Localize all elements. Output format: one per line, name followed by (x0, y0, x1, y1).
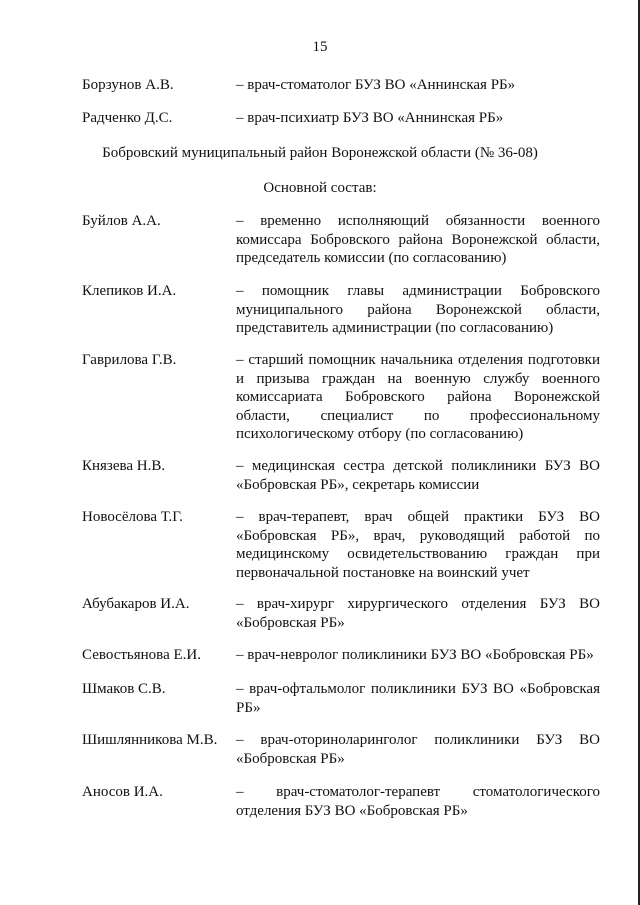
person-name: Клепиков И.А. (82, 283, 177, 299)
person-role: – врач-хирург хирургического отделения БУЗ ВО «Бобровская РБ» (236, 596, 600, 631)
person-role: – временно исполняющий обязанности военного комиссара Бобровского района Воронежской области, председатель комиссии (по согласованию) (236, 213, 600, 267)
person-name: Буйлов А.А. (82, 213, 161, 229)
person-name: Севостьянова Е.И. (82, 647, 201, 663)
person-role: – врач-оториноларинголог поликлиники БУЗ ВО «Бобровская РБ» (236, 732, 600, 767)
page-number: 15 (312, 39, 328, 55)
person-name: Шишлянникова М.В. (82, 732, 218, 748)
person-name: Абубакаров И.А. (82, 596, 190, 612)
person-name: Шмаков С.В. (82, 681, 166, 697)
person-role: – врач-офтальмолог поликлиники БУЗ ВО «Бобровская РБ» (236, 681, 600, 716)
subsection-title: Основной состав: (263, 180, 377, 196)
person-role: – медицинская сестра детской поликлиники БУЗ ВО «Бобровская РБ», секретарь комиссии (236, 458, 600, 493)
person-role: – врач-стоматолог-терапевт стоматологического отделения БУЗ ВО «Бобровская РБ» (236, 784, 600, 819)
person-name: Князева Н.В. (82, 458, 166, 474)
person-name: Борзунов А.В. (82, 77, 174, 93)
person-role: – старший помощник начальника отделения подготовки и призыва граждан на военную службу военного комиссариата Бобровского района Воронежской области, специалист по профессиональному психологическому отбору (по согласованию) (236, 352, 600, 443)
person-role: – врач-стоматолог БУЗ ВО «Аннинская РБ» (236, 77, 516, 93)
person-role: – врач-терапевт, врач общей практики БУЗ ВО «Бобровская РБ», врач, руководящий работой по медицинскому освидетельствованию граждан при первоначальной постановке на воинский учет (236, 509, 600, 581)
person-role: – врач-невролог поликлиники БУЗ ВО «Бобровская РБ» (236, 647, 594, 663)
person-name: Радченко Д.С. (82, 110, 173, 126)
person-role: – врач-психиатр БУЗ ВО «Аннинская РБ» (236, 110, 504, 126)
person-role: – помощник главы администрации Бобровского муниципального района Воронежской области, представитель администрации (по согласованию) (236, 283, 600, 337)
person-name: Аносов И.А. (82, 784, 163, 800)
person-name: Новосёлова Т.Г. (82, 509, 183, 525)
section-title: Бобровский муниципальный район Воронежской области (№ 36-08) (102, 145, 538, 161)
person-name: Гаврилова Г.В. (82, 352, 177, 368)
